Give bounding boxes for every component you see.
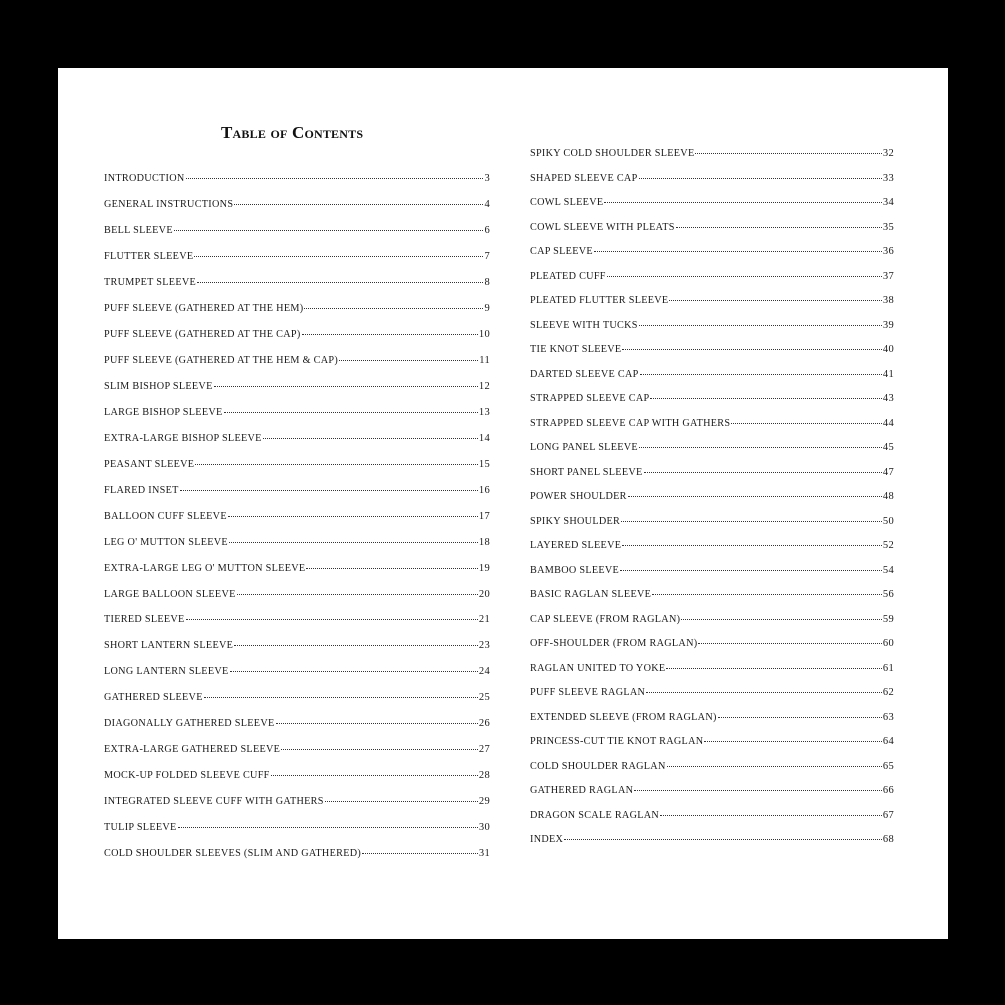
toc-entry-page-number: 19 (478, 562, 490, 574)
toc-entry-page-number: 54 (882, 564, 894, 576)
toc-entry (104, 173, 490, 199)
dot-leader (660, 815, 882, 816)
dot-leader (676, 227, 882, 228)
dot-leader (718, 717, 882, 718)
dot-leader (607, 276, 882, 277)
toc-entry-page-number: 21 (478, 614, 490, 626)
toc-entry-page-number: 29 (478, 796, 490, 808)
dot-leader (622, 349, 881, 350)
dot-leader (263, 438, 478, 439)
toc-entry-label: DIAGONALLY GATHERED SLEEVE (104, 718, 275, 730)
toc-entry-label: OFF-SHOULDER (FROM RAGLAN) (530, 638, 698, 649)
document-page (58, 68, 948, 939)
toc-entry-label: SHORT PANEL SLEEVE (530, 466, 643, 478)
toc-entry (530, 246, 894, 271)
dot-leader (197, 282, 483, 283)
dot-leader (639, 178, 882, 179)
dot-leader (621, 521, 882, 522)
toc-entry-label: TIE KNOT SLEEVE (530, 344, 622, 355)
toc-entry-label: CAP SLEEVE (FROM RAGLAN) (530, 613, 681, 625)
toc-entry (530, 173, 894, 198)
toc-entry (104, 329, 490, 355)
toc-entry-label: EXTRA-LARGE LEG O' MUTTON SLEEVE (104, 562, 306, 574)
page-title: Table of Contents (221, 123, 364, 142)
dot-leader (302, 334, 478, 335)
toc-entry-page-number: 52 (882, 540, 894, 551)
toc-entry-label: MOCK-UP FOLDED SLEEVE CUFF (104, 770, 270, 782)
toc-entry (530, 271, 894, 296)
toc-entry-label: INTEGRATED SLEEVE CUFF WITH GATHERS (104, 796, 324, 808)
toc-entry-label: PEASANT SLEEVE (104, 458, 195, 470)
dot-leader (640, 374, 882, 375)
toc-entry-page-number: 3 (484, 173, 490, 184)
toc-entry-page-number: 14 (478, 432, 490, 444)
toc-entry-label: TULIP SLEEVE (104, 822, 177, 834)
toc-entry-page-number: 26 (478, 718, 490, 730)
toc-entry-label: LONG LANTERN SLEEVE (104, 666, 229, 678)
dot-leader (271, 775, 478, 776)
toc-entry-page-number: 61 (882, 662, 894, 674)
toc-entry-page-number: 64 (882, 736, 894, 747)
dot-leader (652, 594, 882, 595)
toc-entry-label: LONG PANEL SLEEVE (530, 442, 638, 453)
toc-entry-label: PUFF SLEEVE RAGLAN (530, 687, 646, 698)
toc-entry (104, 537, 490, 563)
dot-leader (620, 570, 882, 571)
dot-leader (306, 568, 477, 569)
toc-entry (104, 511, 490, 537)
toc-entry-page-number: 39 (882, 319, 894, 331)
dot-leader (681, 619, 882, 620)
toc-entry (104, 770, 490, 796)
dot-leader (180, 490, 478, 491)
toc-entry-page-number: 10 (478, 328, 490, 340)
toc-entry (104, 692, 490, 718)
toc-entry (530, 222, 894, 247)
toc-entry-page-number: 67 (882, 809, 894, 821)
toc-entry (104, 225, 490, 251)
toc-entry (530, 442, 894, 467)
toc-entry-page-number: 8 (484, 276, 490, 288)
dot-leader (704, 741, 881, 742)
toc-entry (530, 712, 894, 737)
toc-entry (530, 491, 894, 516)
toc-entry-page-number: 17 (478, 510, 490, 522)
toc-left-column (104, 173, 490, 874)
toc-entry-page-number: 43 (882, 393, 894, 404)
dot-leader (564, 839, 882, 840)
dot-leader (594, 251, 882, 252)
dot-leader (339, 360, 478, 361)
toc-entry-page-number: 65 (882, 760, 894, 772)
toc-entry-page-number: 20 (478, 588, 490, 600)
toc-entry-page-number: 25 (478, 692, 490, 704)
toc-entry-label: STRAPPED SLEEVE CAP (530, 393, 650, 404)
dot-leader (634, 790, 882, 791)
toc-entry-page-number: 48 (882, 491, 894, 502)
toc-entry-page-number: 56 (882, 589, 894, 600)
toc-entry-page-number: 59 (882, 613, 894, 625)
dot-leader (276, 723, 478, 724)
toc-entry-label: DRAGON SCALE RAGLAN (530, 809, 660, 821)
toc-entry-label: COWL SLEEVE (530, 197, 604, 208)
toc-entry (530, 197, 894, 222)
toc-entry (530, 369, 894, 394)
toc-entry (530, 614, 894, 639)
toc-entry-page-number: 60 (882, 638, 894, 649)
toc-entry-page-number: 34 (882, 197, 894, 208)
toc-entry-page-number: 12 (478, 380, 490, 392)
toc-entry (104, 796, 490, 822)
toc-entry-label: SLEEVE WITH TUCKS (530, 319, 638, 331)
toc-entry-label: GATHERED RAGLAN (530, 785, 634, 796)
toc-entry-label: COLD SHOULDER RAGLAN (530, 760, 666, 772)
toc-entry (530, 418, 894, 443)
dot-leader (639, 325, 882, 326)
dot-leader (234, 204, 483, 205)
toc-entry-page-number: 37 (882, 270, 894, 282)
toc-entry-page-number: 9 (484, 302, 490, 314)
dot-leader (224, 412, 478, 413)
toc-entry-label: PUFF SLEEVE (GATHERED AT THE HEM & CAP) (104, 354, 339, 366)
toc-entry-label: SPIKY COLD SHOULDER SLEEVE (530, 148, 695, 159)
toc-entry-label: EXTRA-LARGE GATHERED SLEEVE (104, 744, 281, 756)
toc-entry-label: FLARED INSET (104, 484, 179, 496)
toc-entry-label: SHAPED SLEEVE CAP (530, 172, 638, 184)
dot-leader (731, 423, 882, 424)
toc-entry (530, 516, 894, 541)
toc-entry-label: BAMBOO SLEEVE (530, 564, 620, 576)
toc-entry-page-number: 35 (882, 221, 894, 233)
toc-entry-label: LEG O' MUTTON SLEEVE (104, 536, 228, 548)
toc-entry (104, 303, 490, 329)
toc-entry-label: PUFF SLEEVE (GATHERED AT THE HEM) (104, 302, 304, 314)
toc-entry-label: STRAPPED SLEEVE CAP WITH GATHERS (530, 417, 731, 429)
toc-entry-label: GATHERED SLEEVE (104, 692, 203, 704)
toc-entry-label: SLIM BISHOP SLEEVE (104, 380, 213, 392)
toc-entry-label: COLD SHOULDER SLEEVES (SLIM AND GATHERED) (104, 848, 362, 860)
toc-entry-page-number: 16 (478, 484, 490, 496)
toc-entry-label: PUFF SLEEVE (GATHERED AT THE CAP) (104, 328, 301, 340)
toc-entry (530, 148, 894, 173)
toc-entry-label: TIERED SLEEVE (104, 614, 185, 626)
toc-entry-page-number: 13 (478, 406, 490, 418)
dot-leader (186, 619, 478, 620)
toc-entry (104, 355, 490, 381)
toc-entry-label: LAYERED SLEEVE (530, 540, 622, 551)
dot-leader (362, 853, 478, 854)
toc-entry (530, 589, 894, 614)
toc-entry-label: PLEATED FLUTTER SLEEVE (530, 295, 669, 306)
toc-entry-page-number: 50 (882, 515, 894, 527)
dot-leader (666, 668, 881, 669)
toc-entry (530, 393, 894, 418)
toc-entry-page-number: 7 (484, 250, 490, 262)
toc-entry-page-number: 28 (478, 770, 490, 782)
toc-entry (530, 540, 894, 565)
dot-leader (304, 308, 483, 309)
toc-entry (104, 199, 490, 225)
toc-entry (530, 761, 894, 786)
toc-entry (530, 810, 894, 835)
toc-entry-page-number: 31 (478, 848, 490, 860)
toc-entry-page-number: 27 (478, 744, 490, 756)
dot-leader (281, 749, 478, 750)
toc-entry (530, 687, 894, 712)
dot-leader (178, 827, 478, 828)
toc-entry-label: TRUMPET SLEEVE (104, 276, 197, 288)
dot-leader (669, 300, 881, 301)
dot-leader (628, 496, 882, 497)
dot-leader (604, 202, 882, 203)
toc-entry-label: INTRODUCTION (104, 173, 185, 184)
dot-leader (229, 542, 478, 543)
toc-entry (104, 589, 490, 615)
toc-entry (104, 459, 490, 485)
toc-entry (104, 563, 490, 589)
dot-leader (186, 178, 484, 179)
toc-entry (530, 736, 894, 761)
toc-entry-page-number: 41 (882, 368, 894, 380)
toc-entry-page-number: 40 (882, 344, 894, 355)
toc-entry (530, 320, 894, 345)
dot-leader (667, 766, 882, 767)
toc-entry-page-number: 15 (478, 458, 490, 470)
toc-entry (104, 433, 490, 459)
dot-leader (204, 697, 478, 698)
toc-entry-label: BELL SLEEVE (104, 224, 173, 236)
toc-entry-label: SHORT LANTERN SLEEVE (104, 640, 234, 652)
dot-leader (695, 153, 881, 154)
toc-entry (530, 785, 894, 810)
toc-entry-page-number: 36 (882, 246, 894, 257)
toc-entry (104, 381, 490, 407)
dot-leader (644, 472, 882, 473)
toc-entry-page-number: 23 (478, 640, 490, 652)
dot-leader (195, 464, 478, 465)
toc-entry (104, 744, 490, 770)
dot-leader (230, 671, 478, 672)
toc-entry (104, 848, 490, 874)
toc-right-column (530, 148, 894, 859)
toc-entry-page-number: 63 (882, 711, 894, 723)
toc-entry-page-number: 30 (478, 822, 490, 834)
toc-entry-label: COWL SLEEVE WITH PLEATS (530, 221, 675, 233)
toc-entry (530, 834, 894, 859)
toc-entry-page-number: 11 (479, 354, 490, 366)
toc-entry-label: LARGE BISHOP SLEEVE (104, 406, 223, 418)
toc-entry (530, 663, 894, 688)
toc-entry (530, 344, 894, 369)
toc-entry-page-number: 44 (882, 417, 894, 429)
toc-entry-label: INDEX (530, 834, 564, 845)
toc-entry-label: EXTENDED SLEEVE (FROM RAGLAN) (530, 711, 717, 723)
toc-entry (104, 251, 490, 277)
toc-entry-page-number: 66 (882, 785, 894, 796)
toc-entry (104, 277, 490, 303)
toc-entry (530, 565, 894, 590)
toc-entry-label: LARGE BALLOON SLEEVE (104, 588, 236, 600)
toc-entry-page-number: 45 (882, 442, 894, 453)
toc-entry (104, 407, 490, 433)
toc-entry-page-number: 47 (882, 466, 894, 478)
dot-leader (228, 516, 478, 517)
dot-leader (194, 256, 483, 257)
dot-leader (325, 801, 478, 802)
toc-entry-page-number: 62 (882, 687, 894, 698)
toc-entry (530, 467, 894, 492)
toc-entry (104, 614, 490, 640)
dot-leader (234, 645, 478, 646)
toc-entry-label: BASIC RAGLAN SLEEVE (530, 589, 652, 600)
toc-entry-label: BALLOON CUFF SLEEVE (104, 510, 227, 522)
dot-leader (646, 692, 882, 693)
dot-leader (650, 398, 881, 399)
toc-entry-page-number: 32 (882, 148, 894, 159)
toc-entry-label: POWER SHOULDER (530, 491, 627, 502)
toc-entry-label: EXTRA-LARGE BISHOP SLEEVE (104, 432, 262, 444)
dot-leader (698, 643, 881, 644)
toc-entry-label: GENERAL INSTRUCTIONS (104, 198, 234, 210)
toc-entry-page-number: 33 (882, 172, 894, 184)
dot-leader (174, 230, 484, 231)
toc-entry-page-number: 24 (478, 666, 490, 678)
toc-entry (530, 638, 894, 663)
toc-entry (104, 666, 490, 692)
toc-entry-label: PLEATED CUFF (530, 270, 606, 282)
toc-entry-page-number: 18 (478, 536, 490, 548)
toc-entry-label: PRINCESS-CUT TIE KNOT RAGLAN (530, 736, 704, 747)
toc-entry-label: DARTED SLEEVE CAP (530, 368, 639, 380)
toc-entry (104, 822, 490, 848)
toc-entry-page-number: 38 (882, 295, 894, 306)
dot-leader (214, 386, 478, 387)
dot-leader (237, 594, 478, 595)
toc-entry-page-number: 4 (484, 198, 490, 210)
toc-entry (104, 718, 490, 744)
toc-entry-page-number: 68 (882, 834, 894, 845)
dot-leader (639, 447, 882, 448)
toc-entry (104, 485, 490, 511)
toc-entry-label: SPIKY SHOULDER (530, 515, 621, 527)
toc-entry-label: CAP SLEEVE (530, 246, 593, 257)
toc-entry (530, 295, 894, 320)
dot-leader (622, 545, 882, 546)
toc-entry (104, 640, 490, 666)
toc-entry-page-number: 6 (484, 224, 490, 236)
toc-entry-label: RAGLAN UNITED TO YOKE (530, 662, 666, 674)
toc-entry-label: FLUTTER SLEEVE (104, 250, 194, 262)
